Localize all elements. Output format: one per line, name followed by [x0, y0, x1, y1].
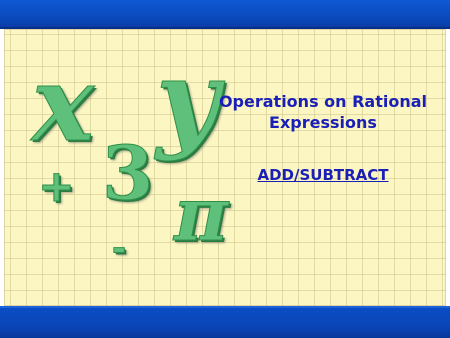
slide-title-line-2: Expressions	[269, 112, 377, 132]
slide-title	[193, 92, 450, 134]
variable-x-symbol: x	[32, 42, 95, 165]
top-blue-bar	[0, 0, 450, 29]
minus-sign-symbol: -	[112, 229, 127, 269]
plus-sign-symbol: +	[38, 161, 75, 212]
slide-subtitle: ADD/SUBTRACT	[257, 166, 389, 184]
bottom-blue-bar	[0, 306, 450, 338]
variable-y-symbol: y	[156, 37, 219, 163]
pi-symbol: π	[174, 172, 229, 258]
number-three-symbol: 3	[102, 131, 154, 217]
slide-title-line-1: Operations on Rational	[218, 92, 428, 111]
